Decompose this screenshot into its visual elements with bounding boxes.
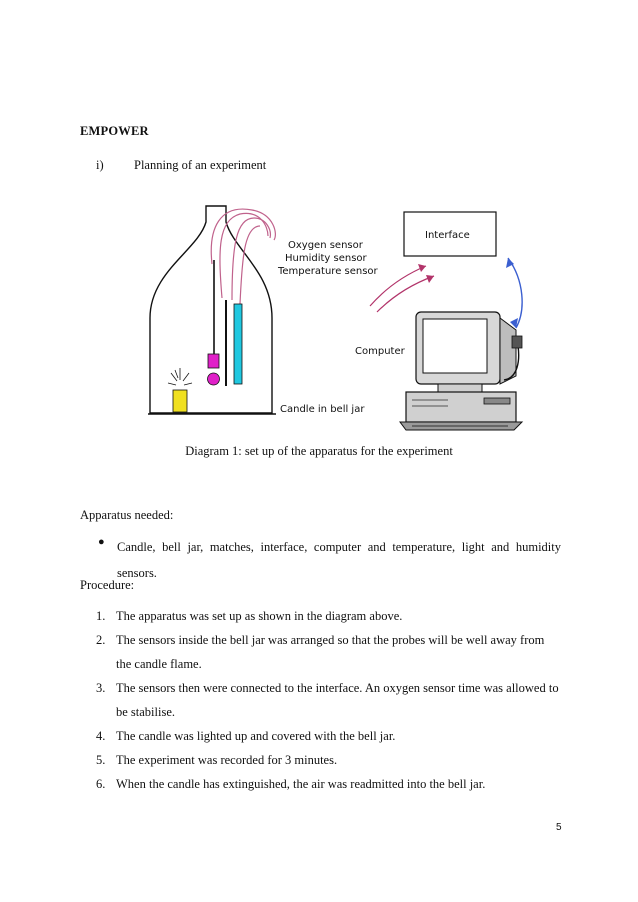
- data-arrows: [370, 266, 434, 312]
- diagram-caption: Diagram 1: set up of the apparatus for the experiment: [185, 444, 453, 458]
- bullet-icon: ●: [98, 536, 105, 548]
- procedure-step: 1. The apparatus was set up as shown in the diagram above.: [96, 609, 403, 623]
- procedure-step: 5. The experiment was recorded for 3 minutes.: [96, 753, 338, 767]
- computer-icon: [400, 312, 522, 430]
- page-number: 5: [556, 822, 562, 833]
- humidity-sensor-label: Humidity sensor: [285, 253, 367, 264]
- cyan-probe: [234, 304, 242, 384]
- apparatus-item: Candle, bell jar, matches, interface, computer and temperature, light and humidity sensors.: [117, 540, 561, 580]
- subsection-number: i): [96, 158, 104, 172]
- procedure-step: 4. The candle was lighted up and covered with the bell jar.: [96, 729, 396, 743]
- procedure-steps: [96, 604, 562, 796]
- magenta-probe: [208, 354, 219, 368]
- candle-label: Candle in bell jar: [280, 404, 365, 415]
- interface-label: Interface: [425, 230, 470, 241]
- section-heading: EMPOWER: [80, 124, 149, 138]
- candle: [173, 390, 187, 412]
- apparatus-diagram: [148, 200, 528, 432]
- procedure-step: 6. When the candle has extinguished, the air was readmitted into the bell jar.: [96, 777, 486, 791]
- apparatus-label: Apparatus needed:: [80, 508, 174, 522]
- link-arrow: [508, 258, 522, 328]
- subsection-title: Planning of an experiment: [134, 158, 267, 172]
- temperature-sensor-label: Temperature sensor: [278, 266, 378, 277]
- computer-label: Computer: [355, 346, 405, 357]
- procedure-step: 3. The sensors then were connected to the interface. An oxygen sensor time was allowed to be stabilise.: [96, 681, 559, 719]
- oxygen-sensor-label: Oxygen sensor: [288, 240, 363, 251]
- procedure-label: Procedure:: [80, 578, 135, 592]
- procedure-step: 2. The sensors inside the bell jar was arranged so that the probes will be well away from the candle flame.: [96, 633, 545, 671]
